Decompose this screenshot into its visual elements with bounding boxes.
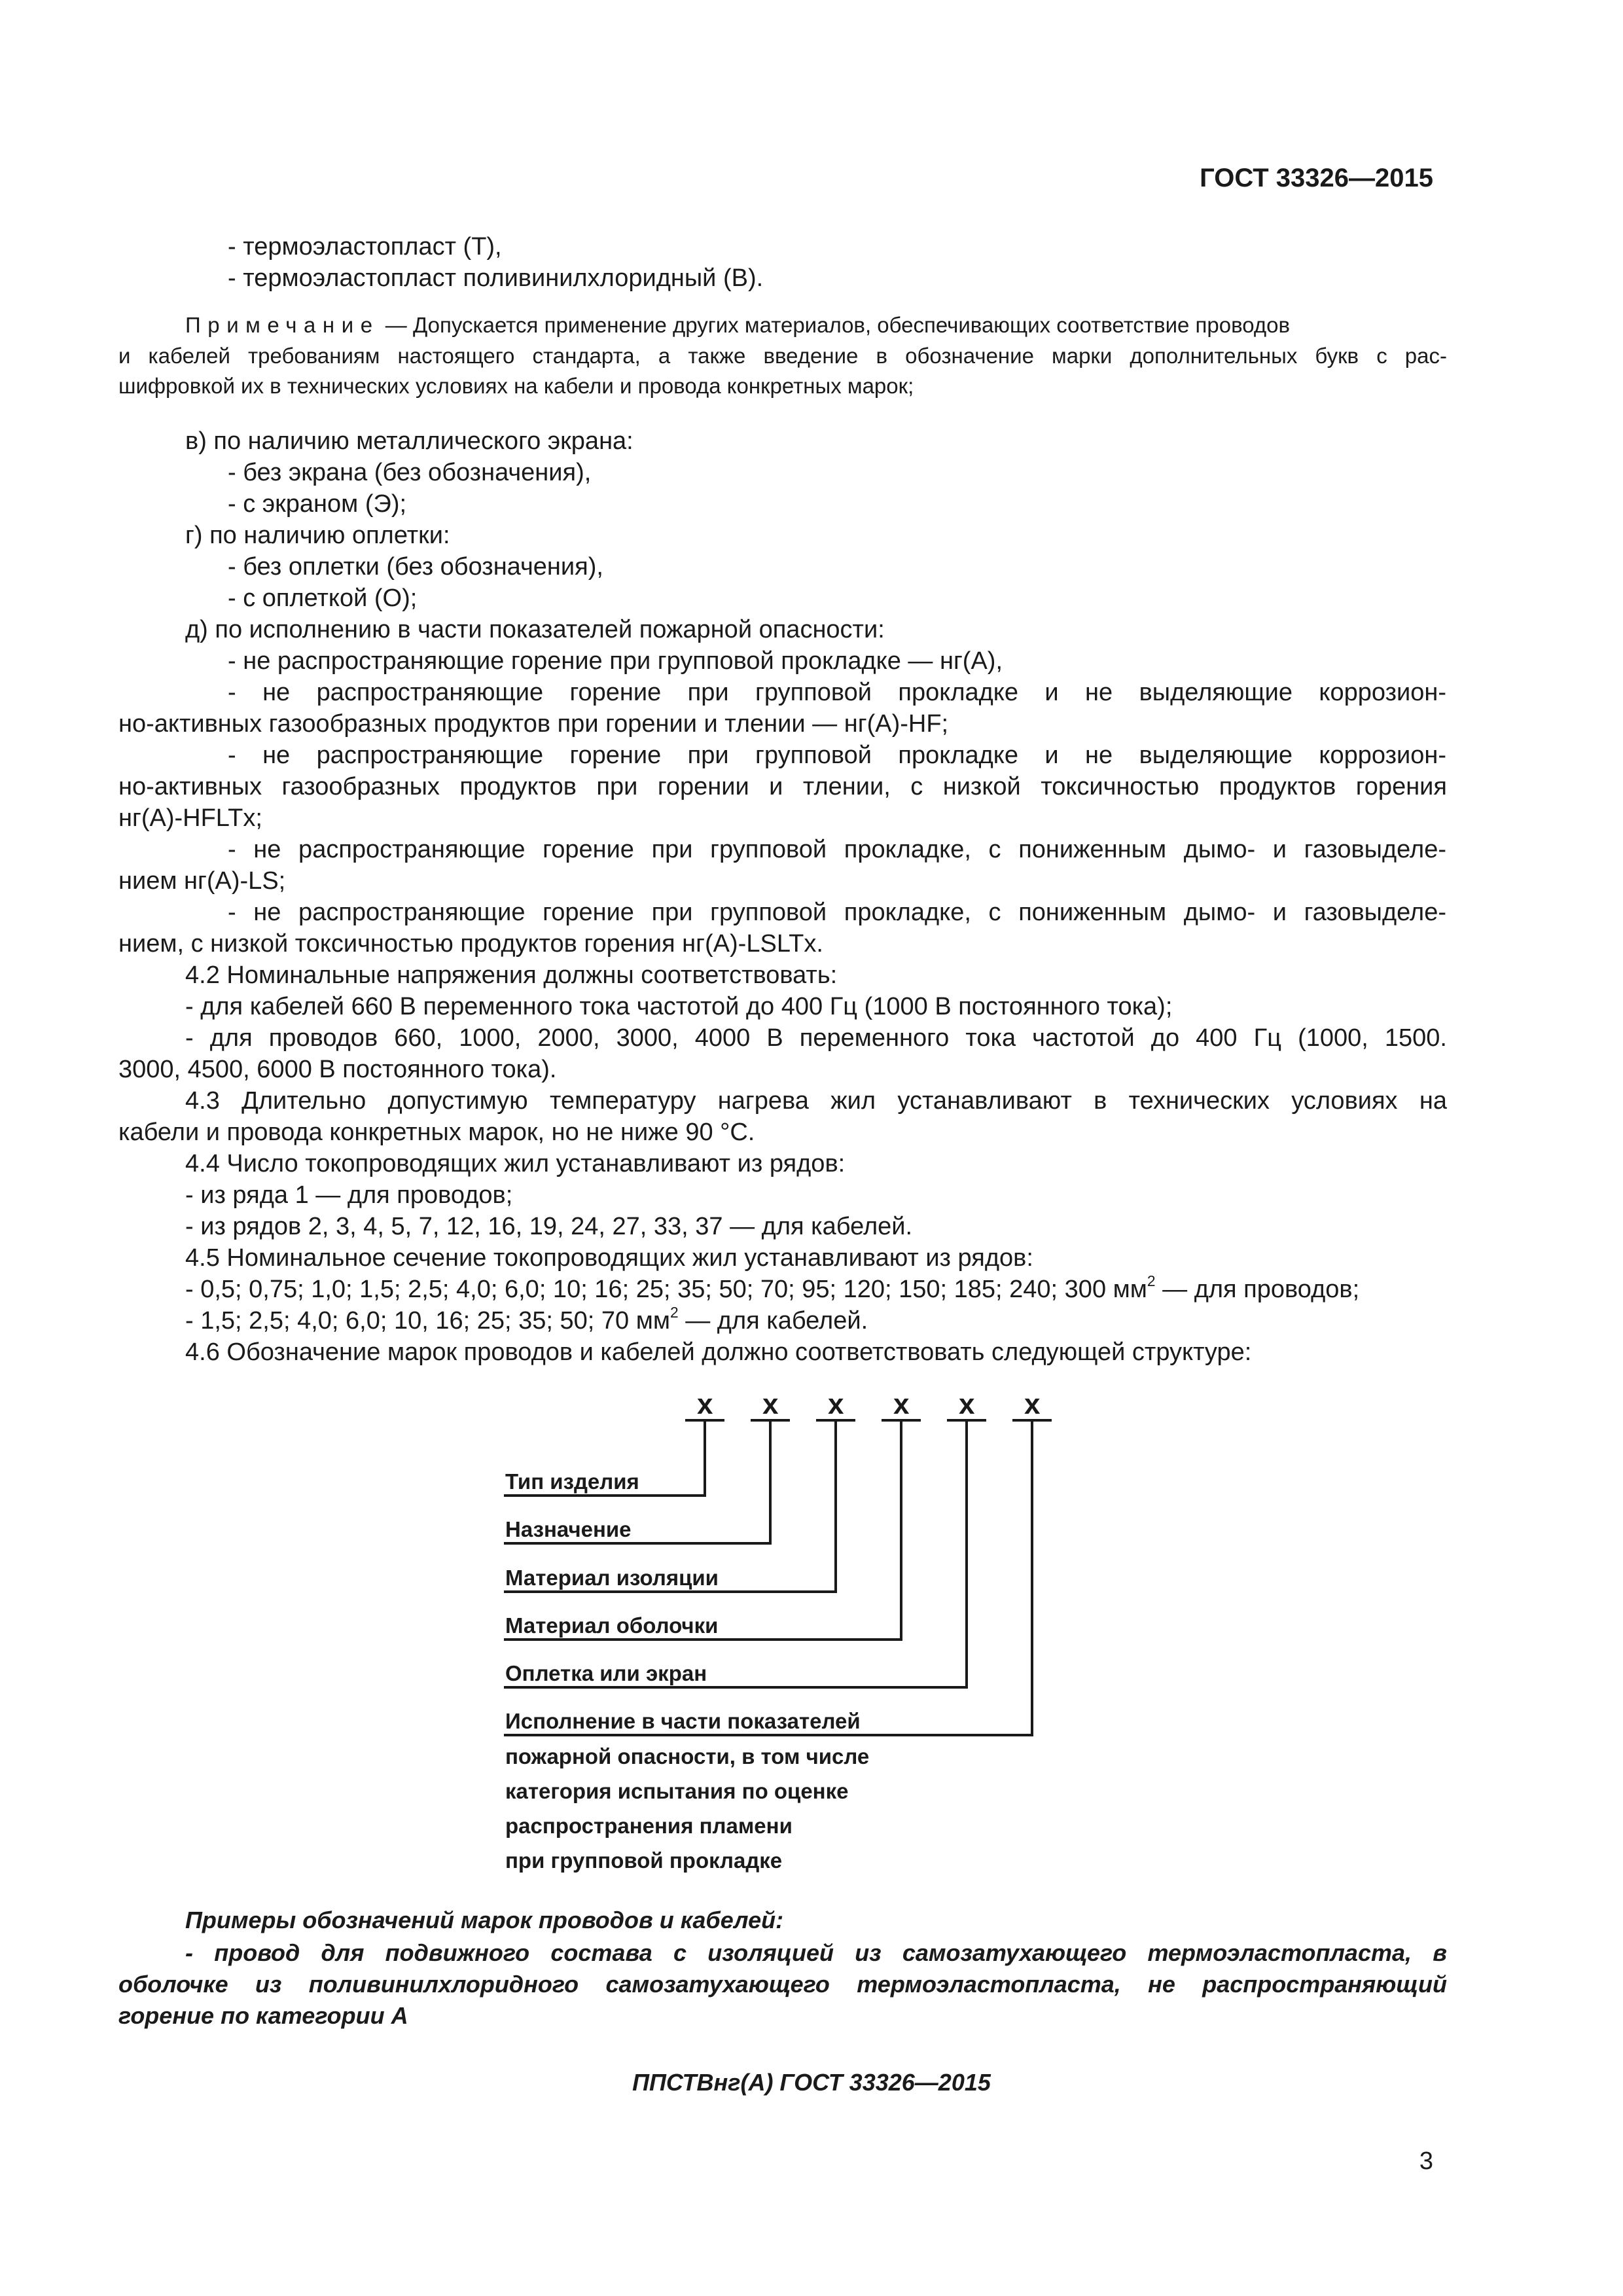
- label-purpose: Назначение: [505, 1517, 632, 1541]
- clause-4-2-a: - для кабелей 660 В переменного тока частотой до 400 Гц (1000 В постоянного тока);: [185, 993, 1173, 1020]
- page-number: 3: [1419, 2147, 1433, 2175]
- superscript-2: 2: [669, 1303, 679, 1321]
- example-1-line-3: горение по категории А: [118, 2002, 408, 2029]
- clause-4-3-a: 4.3 Длительно допустимую температуру нагрева жил устанавливают в технических условиях на: [185, 1087, 1447, 1115]
- mark-x-3: x: [828, 1388, 844, 1420]
- item-v: в) по наличию металлического экрана:: [185, 427, 633, 455]
- item-d-2a: - не распространяющие горение при групповой прокладке и не выделяющие коррозион-: [228, 679, 1446, 706]
- example-1-line-2: оболочке из поливинилхлоридного самозатухающего термоэластопласта, не распространяющий: [118, 1971, 1447, 1998]
- clause-4-5-a-tail: — для проводов;: [1155, 1276, 1360, 1303]
- item-d-2b: но-активных газообразных продуктов при горении и тлении — нг(А)-HF;: [118, 710, 949, 738]
- label-fire-performance-cont-1: пожарной опасности, в том числе: [505, 1744, 870, 1768]
- example-code: ППСТВнг(А) ГОСТ 33326—2015: [632, 2069, 991, 2096]
- item-g-2: - с оплеткой (О);: [228, 584, 418, 612]
- item-g: г) по наличию оплетки:: [185, 522, 450, 549]
- mark-x-5: x: [959, 1388, 975, 1420]
- label-fire-performance-cont-2: категория испытания по оценке: [505, 1779, 849, 1803]
- item-d-5b: нием, с низкой токсичностью продуктов горения нг(А)-LSLTx.: [118, 930, 823, 958]
- clause-4-2-b1: - для проводов 660, 1000, 2000, 3000, 4000 В переменного тока частотой до 400 Гц (1000, 1500.: [185, 1024, 1447, 1052]
- clause-4-5-b-text: - 1,5; 2,5; 4,0; 6,0; 10, 16; 25; 35; 50; 70 мм: [185, 1307, 670, 1335]
- clause-4-5-a-text: - 0,5; 0,75; 1,0; 1,5; 2,5; 4,0; 6,0; 10; 16; 25; 35; 50; 70; 95; 120; 150; 185; 240; 300 мм: [185, 1276, 1147, 1303]
- item-d-4b: нием нг(А)-LS;: [118, 867, 286, 895]
- clause-4-4-b: - из рядов 2, 3, 4, 5, 7, 12, 16, 19, 24, 27, 33, 37 — для кабелей.: [185, 1213, 913, 1240]
- example-1-line-1: - провод для подвижного состава с изоляцией из самозатухающего термоэластопласта, в: [185, 1939, 1447, 1966]
- mark-x-4: x: [893, 1388, 910, 1420]
- clause-4-2: 4.2 Номинальные напряжения должны соответствовать:: [185, 961, 838, 989]
- note-line-2: и кабелей требованиям настоящего стандарта, а также введение в обозначение марки дополнительных букв с рас-: [118, 344, 1447, 368]
- label-fire-performance: Исполнение в части показателей: [505, 1709, 861, 1733]
- item-d-5a: - не распространяющие горение при групповой прокладке, с пониженным дымо- и газовыделе-: [228, 899, 1446, 926]
- clause-4-4: 4.4 Число токопроводящих жил устанавливают из рядов:: [185, 1150, 846, 1177]
- clause-4-4-a: - из ряда 1 — для проводов;: [185, 1181, 513, 1209]
- item-d-4a: - не распространяющие горение при групповой прокладке, с пониженным дымо- и газовыделе-: [228, 836, 1446, 863]
- item-g-1: - без оплетки (без обозначения),: [228, 553, 603, 581]
- label-product-type: Тип изделия: [505, 1469, 639, 1494]
- clause-4-5-b-tail: — для кабелей.: [678, 1307, 868, 1335]
- clause-4-5: 4.5 Номинальное сечение токопроводящих жил устанавливают из рядов:: [185, 1244, 1033, 1272]
- note-text: — Допускается применение других материалов, обеспечивающих соответствие проводов: [379, 313, 1291, 337]
- clause-4-2-b2: 3000, 4500, 6000 В постоянного тока).: [118, 1056, 557, 1083]
- mark-x-2: x: [762, 1388, 779, 1420]
- mark-x-6: x: [1024, 1388, 1041, 1420]
- item-d-3b: но-активных газообразных продуктов при горении и тлении, с низкой токсичностью продуктов горения: [118, 773, 1447, 800]
- examples-heading: Примеры обозначений марок проводов и кабелей:: [185, 1907, 784, 1933]
- clause-4-3-b: кабели и провода конкретных марок, но не ниже 90 °C.: [118, 1119, 755, 1146]
- list-item-thermoplastic: - термоэластопласт (Т),: [228, 233, 502, 260]
- label-braid-or-screen: Оплетка или экран: [505, 1661, 707, 1685]
- item-v-1: - без экрана (без обозначения),: [228, 459, 592, 486]
- item-v-2: - с экраном (Э);: [228, 490, 407, 518]
- note-line-3: шифровкой их в технических условиях на кабели и провода конкретных марок;: [118, 374, 914, 398]
- mark-x-1: x: [697, 1388, 713, 1420]
- superscript-2: 2: [1147, 1272, 1156, 1289]
- item-d: д) по исполнению в части показателей пожарной опасности:: [185, 616, 885, 643]
- item-d-3c: нг(А)-HFLTx;: [118, 804, 262, 832]
- label-insulation-material: Материал изоляции: [505, 1566, 719, 1590]
- item-d-3a: - не распространяющие горение при групповой прокладке и не выделяющие коррозион-: [228, 742, 1446, 769]
- document-number: ГОСТ 33326—2015: [1200, 164, 1433, 192]
- item-d-1: - не распространяющие горение при групповой прокладке — нг(А),: [228, 647, 1003, 675]
- label-fire-performance-cont-4: при групповой прокладке: [505, 1848, 783, 1873]
- clause-4-6: 4.6 Обозначение марок проводов и кабелей должно соответствовать следующей структуре:: [185, 1338, 1252, 1366]
- label-fire-performance-cont-3: распространения пламени: [505, 1814, 793, 1838]
- note-label: Примечание: [185, 313, 380, 337]
- list-item-thermoplastic-pvc: - термоэластопласт поливинилхлоридный (В).: [228, 264, 764, 292]
- label-sheath-material: Материал оболочки: [505, 1613, 719, 1638]
